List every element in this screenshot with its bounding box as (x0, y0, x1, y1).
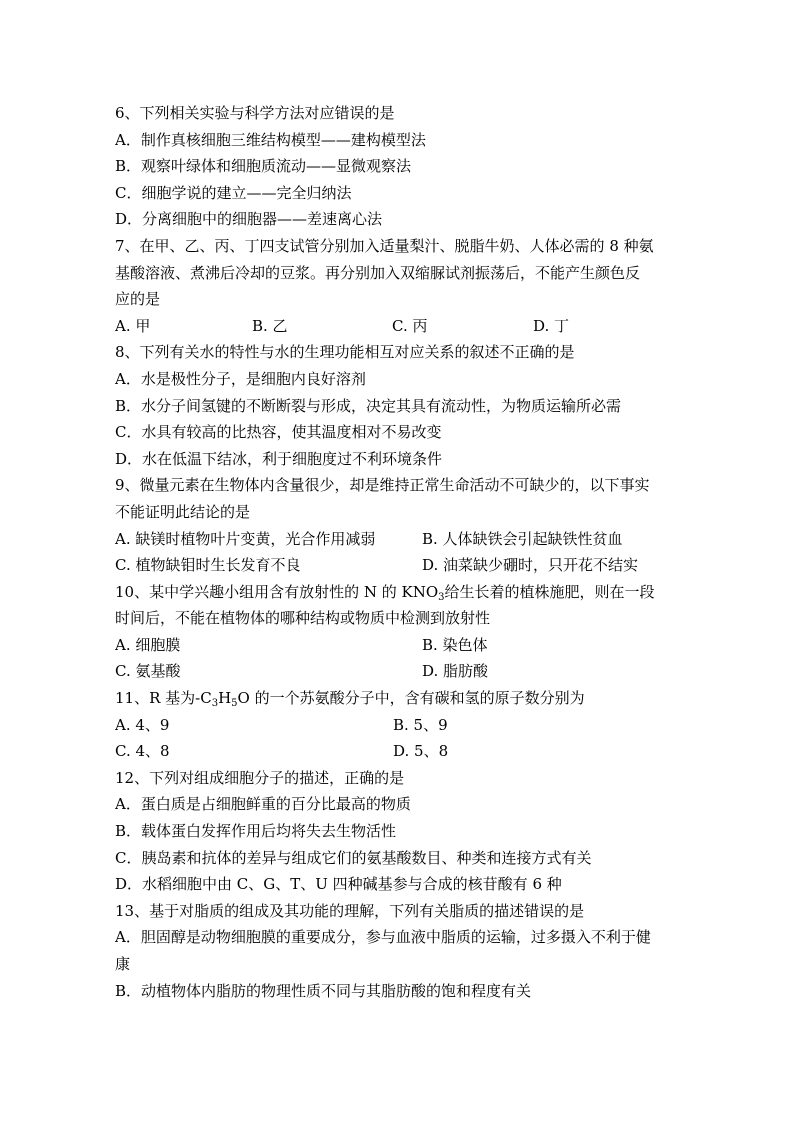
q9-options-row1 (115, 526, 685, 553)
q9-options-row2 (115, 552, 685, 579)
q10-options-row1 (115, 632, 685, 659)
q11-options-row2 (115, 738, 685, 765)
q10-stem-post: 给生长着的植株施肥，则在一段 (444, 582, 655, 601)
q11-stem (115, 685, 685, 712)
q9-option-d: D. 油菜缺少硼时，只开花不结实 (422, 556, 639, 575)
q10-option-d: D. 脂肪酸 (422, 662, 489, 681)
q11-stem-pre: 11、R 基为-C (115, 689, 212, 708)
q8-option-c: C．水具有较高的比热容，使其温度相对不易改变 (115, 423, 442, 442)
q11-options-row1 (115, 712, 685, 739)
q11-option-c: C. 4、8 (115, 742, 170, 761)
q6-option-d: D．分离细胞中的细胞器——差速离心法 (115, 210, 383, 229)
q9-stem-line2: 不能证明此结论的是 (115, 502, 251, 521)
q11-option-d: D. 5、8 (393, 742, 449, 761)
q6-option-c: C．细胞学说的建立——完全归纳法 (115, 183, 352, 202)
q8-option-a: A．水是极性分子，是细胞内良好溶剂 (115, 369, 366, 388)
q10-stem-line2: 时间后，不能在植物体的哪种结构或物质中检测到放射性 (115, 609, 491, 628)
q6-option-b: B．观察叶绿体和细胞质流动——显微观察法 (115, 157, 412, 176)
q12-option-b: B．载体蛋白发挥作用后均将失去生物活性 (115, 822, 397, 841)
q11-option-b: B. 5、9 (393, 715, 448, 734)
q7-stem-line3: 应的是 (115, 290, 161, 309)
q7-option-d: D. 丁 (533, 316, 570, 335)
q9-stem-line1: 9、微量元素在生物体内含量很少，却是维持正常生命活动不可缺少的，以下事实 (115, 476, 650, 495)
q8-option-d: D．水在低温下结冰，利于细胞度过不利环境条件 (115, 449, 443, 468)
q11-option-a: A. 4、9 (115, 715, 170, 734)
q12-option-a: A．蛋白质是占细胞鲜重的百分比最高的物质 (115, 795, 411, 814)
q13-stem: 13、基于对脂质的组成及其功能的理解，下列有关脂质的描述错误的是 (115, 901, 585, 920)
q11-subscript-h: 5 (231, 698, 238, 710)
q6-option-a: A．制作真核细胞三维结构模型——建构模型法 (115, 130, 426, 149)
q11-subscript-c: 3 (211, 698, 219, 710)
q12-stem: 12、下列对组成细胞分子的描述，正确的是 (115, 768, 405, 787)
q8-stem: 8、下列有关水的特性与水的生理功能相互对应关系的叙述不正确的是 (115, 343, 575, 362)
q10-subscript: 3 (438, 591, 445, 603)
q7-options (115, 313, 685, 340)
q7-option-b: B. 乙 (252, 316, 288, 335)
q7-stem-line2: 基酸溶液、煮沸后冷却的豆浆。再分别加入双缩脲试剂振荡后，不能产生颜色反 (115, 263, 641, 282)
q7-option-c: C. 丙 (392, 316, 428, 335)
q10-stem-line1 (115, 579, 685, 606)
q6-stem: 6、下列相关实验与科学方法对应错误的是 (115, 104, 395, 122)
q10-option-b: B. 染色体 (422, 635, 488, 654)
q13-option-b: B．动植物体内脂肪的物理性质不同与其脂肪酸的饱和程度有关 (115, 981, 532, 1000)
q13-option-a-line1: A．胆固醇是动物细胞膜的重要成分，参与血液中脂质的运输，过多摄入不利于健 (115, 928, 651, 947)
q9-option-a: A. 缺镁时植物叶片变黄，光合作用减弱 (115, 529, 376, 548)
q10-stem-pre: 10、某中学兴趣小组用含有放射性的 N 的 KNO (115, 582, 439, 601)
q10-options-row2 (115, 658, 685, 685)
q11-stem-mid: H (218, 689, 232, 708)
q7-option-a: A. 甲 (115, 316, 151, 335)
exam-page (115, 100, 685, 1004)
q13-option-a-line2: 康 (115, 955, 131, 973)
q10-option-a: A. 细胞膜 (115, 635, 181, 654)
q8-option-b: B．水分子间氢键的不断断裂与形成，决定其具有流动性，为物质运输所必需 (115, 396, 622, 415)
q9-option-c: C. 植物缺钼时生长发育不良 (115, 556, 301, 575)
q9-option-b: B. 人体缺铁会引起缺铁性贫血 (422, 529, 623, 548)
q7-stem-line1: 7、在甲、乙、丙、丁四支试管分别加入适量梨汁、脱脂牛奶、人体必需的 8 种氨 (115, 236, 654, 255)
q12-option-c: C．胰岛素和抗体的差异与组成它们的氨基酸数目、种类和连接方式有关 (115, 848, 592, 867)
q11-stem-post: O 的一个苏氨酸分子中，含有碳和氢的原子数分别为 (237, 689, 585, 708)
q10-option-c: C. 氨基酸 (115, 662, 181, 681)
q12-option-d: D．水稻细胞中由 C、G、T、U 四种碱基参与合成的核苷酸有 6 种 (115, 875, 562, 894)
